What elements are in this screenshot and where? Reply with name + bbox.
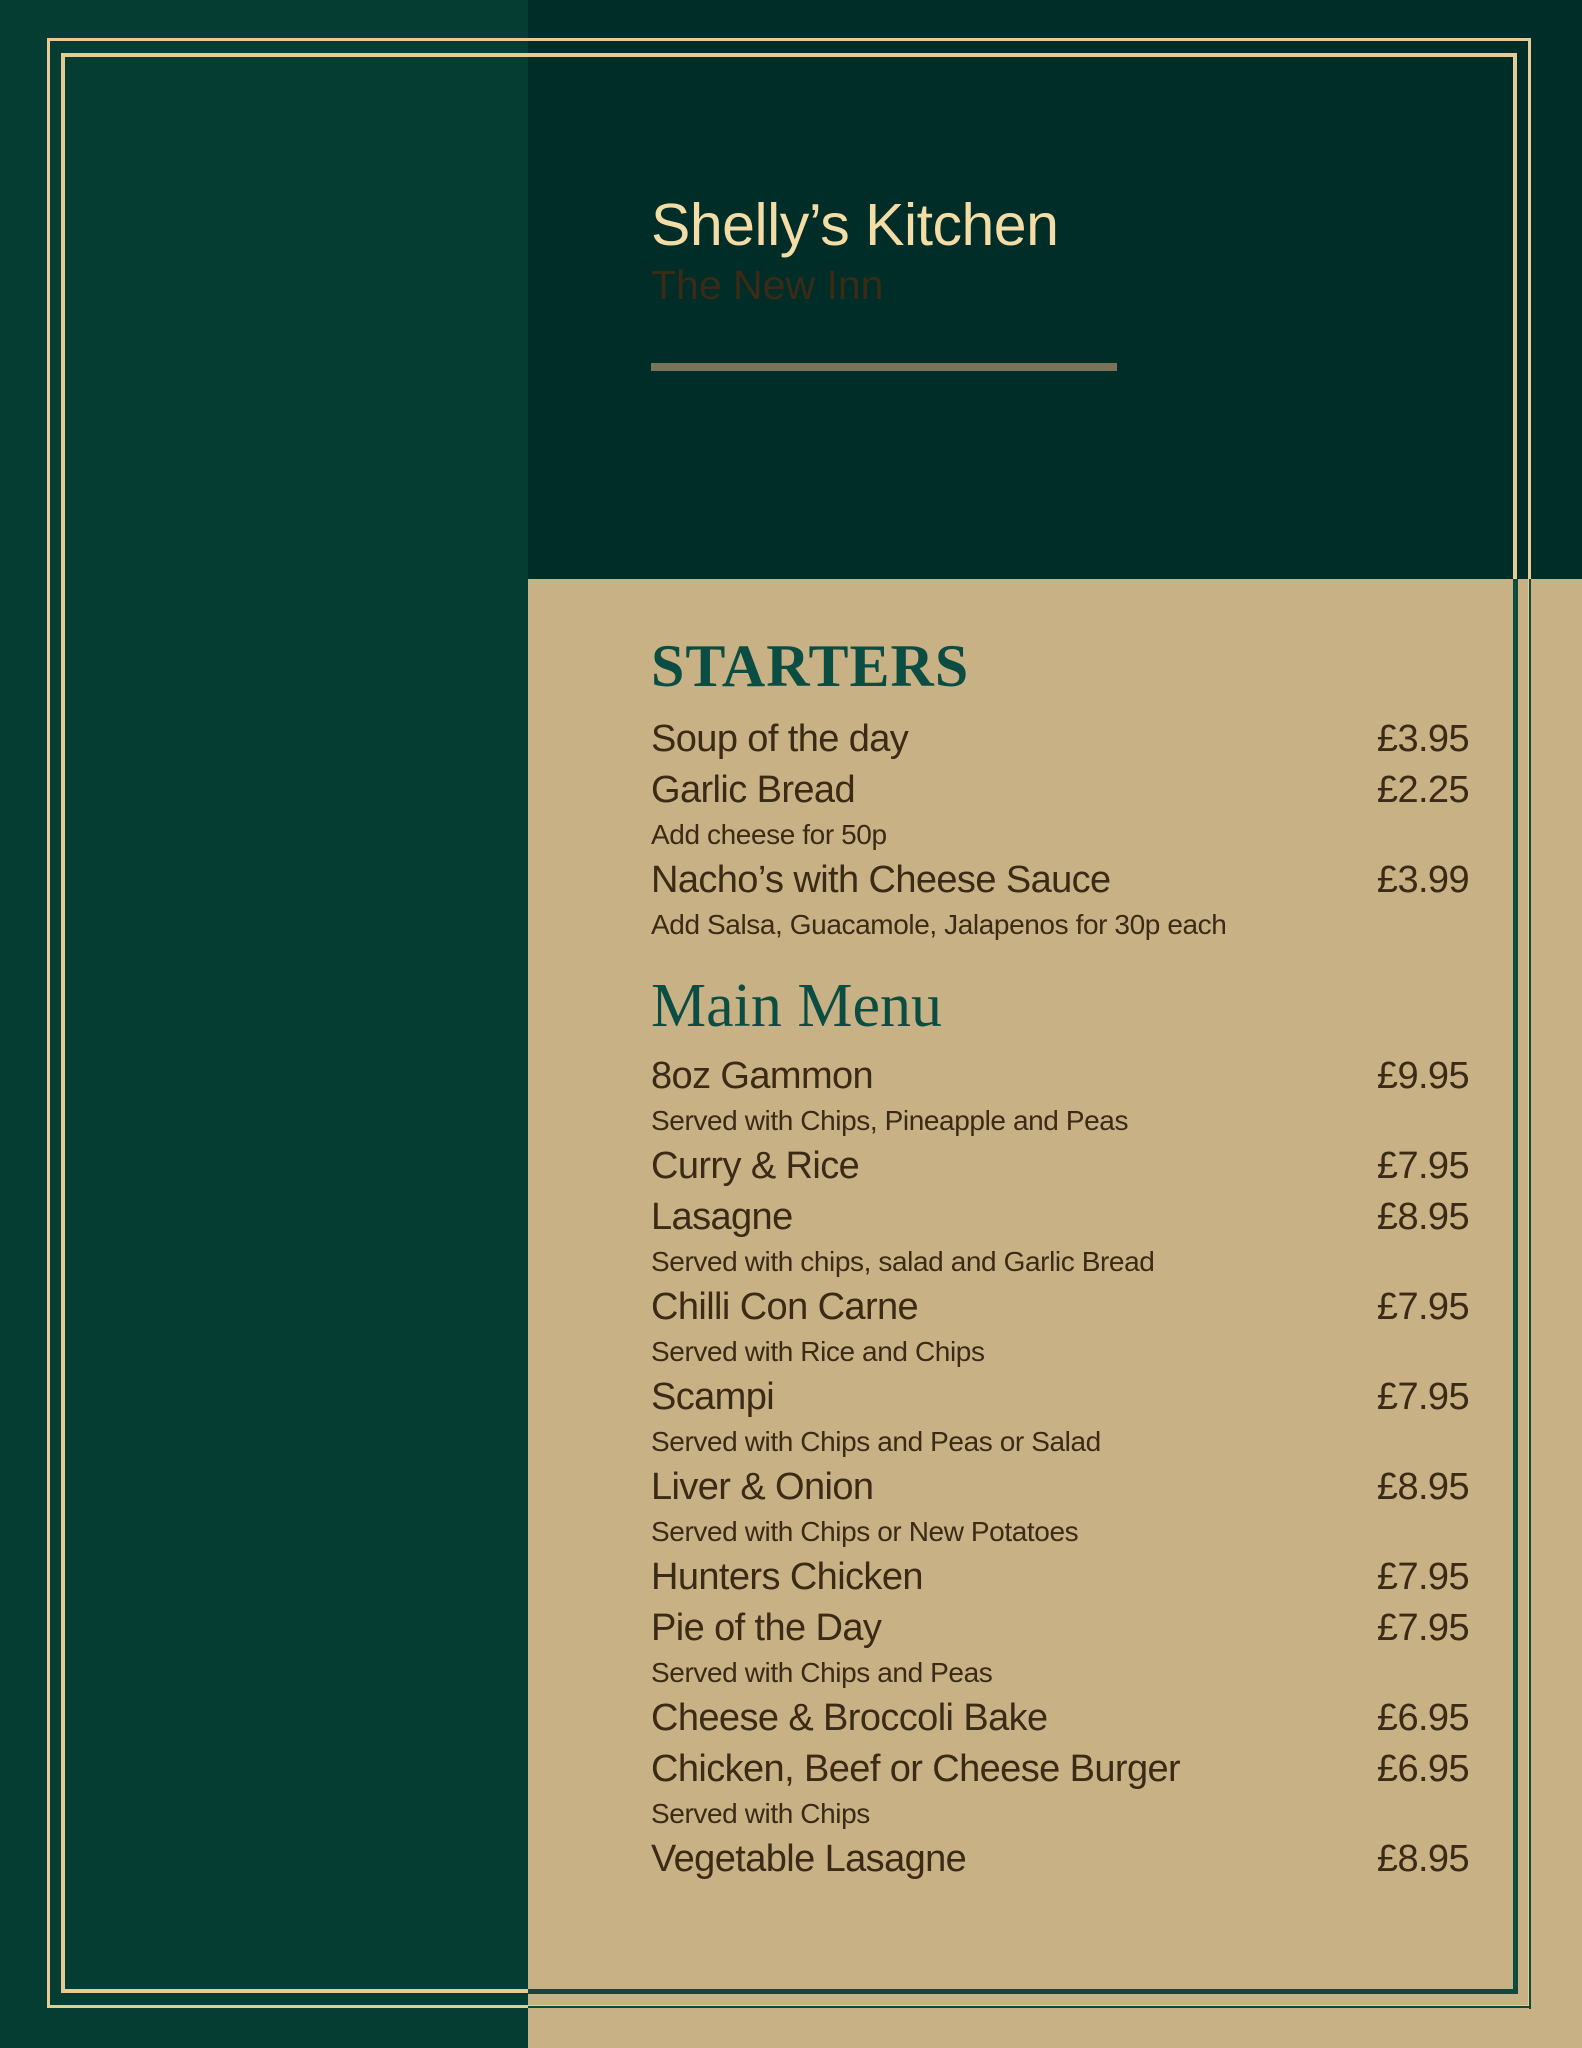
menu-item-note: Served with Chips or New Potatoes	[651, 1516, 1079, 1547]
menu-item-name: Chilli Con Carne	[651, 1286, 919, 1328]
menu-item-name: Hunters Chicken	[651, 1556, 923, 1598]
menu-item	[651, 765, 1469, 816]
menu-item-name: Vegetable Lasagne	[651, 1838, 967, 1880]
menu-item-note: Served with Rice and Chips	[651, 1336, 985, 1367]
menu-item	[651, 1552, 1469, 1603]
menu-item-name: Pie of the Day	[651, 1607, 882, 1649]
menu-item	[651, 1693, 1469, 1744]
main-menu-title: Main Menu	[651, 972, 943, 1040]
menu-item-name: 8oz Gammon	[651, 1055, 874, 1097]
menu-item	[651, 1603, 1469, 1654]
menu-item-note: Served with Chips and Peas	[651, 1657, 993, 1688]
menu-item-price: £6.95	[1376, 1748, 1469, 1790]
restaurant-name: Shelly’s Kitchen	[651, 192, 1059, 258]
menu-item-note: Served with Chips	[651, 1798, 870, 1829]
menu-item	[651, 714, 1469, 765]
menu-item	[651, 1834, 1469, 1885]
menu-item-price: £2.25	[1376, 769, 1469, 811]
menu-item-price: £7.95	[1376, 1286, 1469, 1328]
menu-item-name: Lasagne	[651, 1196, 793, 1238]
starters-title: STARTERS	[651, 633, 970, 699]
menu-item	[651, 1282, 1469, 1333]
starters-list	[651, 714, 1469, 945]
menu-item-note: Served with Chips, Pineapple and Peas	[651, 1105, 1129, 1136]
menu-item	[651, 1744, 1469, 1795]
panel-border-bottom-outer	[528, 2006, 1531, 2008]
menu-item-price: £8.95	[1376, 1196, 1469, 1238]
panel-border-right	[1513, 579, 1518, 1993]
menu-item-note: Served with chips, salad and Garlic Bread	[651, 1246, 1155, 1277]
menu-item-name: Soup of the day	[651, 718, 909, 760]
menu-item-price: £6.95	[1376, 1697, 1469, 1739]
menu-item	[651, 1051, 1469, 1102]
menu-item-price: £7.95	[1376, 1376, 1469, 1418]
menu-item-name: Garlic Bread	[651, 769, 855, 811]
menu-item-name: Nacho’s with Cheese Sauce	[651, 859, 1111, 901]
menu-item	[651, 1462, 1469, 1513]
menu-item	[651, 855, 1469, 906]
menu-item-price: £9.95	[1376, 1055, 1469, 1097]
menu-item	[651, 1141, 1469, 1192]
menu-item-price: £3.95	[1376, 718, 1469, 760]
menu-item	[651, 1372, 1469, 1423]
panel-border-bottom	[528, 1989, 1518, 1994]
menu-item-price: £3.99	[1376, 859, 1469, 901]
menu-item-name: Curry & Rice	[651, 1145, 860, 1187]
menu-item-price: £7.95	[1376, 1607, 1469, 1649]
menu-item-note: Served with Chips and Peas or Salad	[651, 1426, 1101, 1457]
menu-item-name: Cheese & Broccoli Bake	[651, 1697, 1048, 1739]
main-menu-list	[651, 1051, 1469, 1885]
menu-item-price: £8.95	[1376, 1466, 1469, 1508]
menu-content	[651, 633, 1469, 1885]
venue-name: The New Inn	[651, 262, 884, 308]
menu-item-name: Scampi	[651, 1376, 775, 1418]
menu-item-note: Add cheese for 50p	[651, 819, 887, 850]
panel-border-right-outer	[1529, 579, 1531, 2009]
menu-item	[651, 1192, 1469, 1243]
menu-item-price: £8.95	[1376, 1838, 1469, 1880]
menu-item-price: £7.95	[1376, 1145, 1469, 1187]
menu-item-name: Liver & Onion	[651, 1466, 874, 1508]
header-divider	[651, 363, 1117, 371]
menu-item-note: Add Salsa, Guacamole, Jalapenos for 30p each	[651, 909, 1227, 940]
menu-item-price: £7.95	[1376, 1556, 1469, 1598]
menu-item-name: Chicken, Beef or Cheese Burger	[651, 1748, 1181, 1790]
menu-header	[651, 190, 1351, 310]
